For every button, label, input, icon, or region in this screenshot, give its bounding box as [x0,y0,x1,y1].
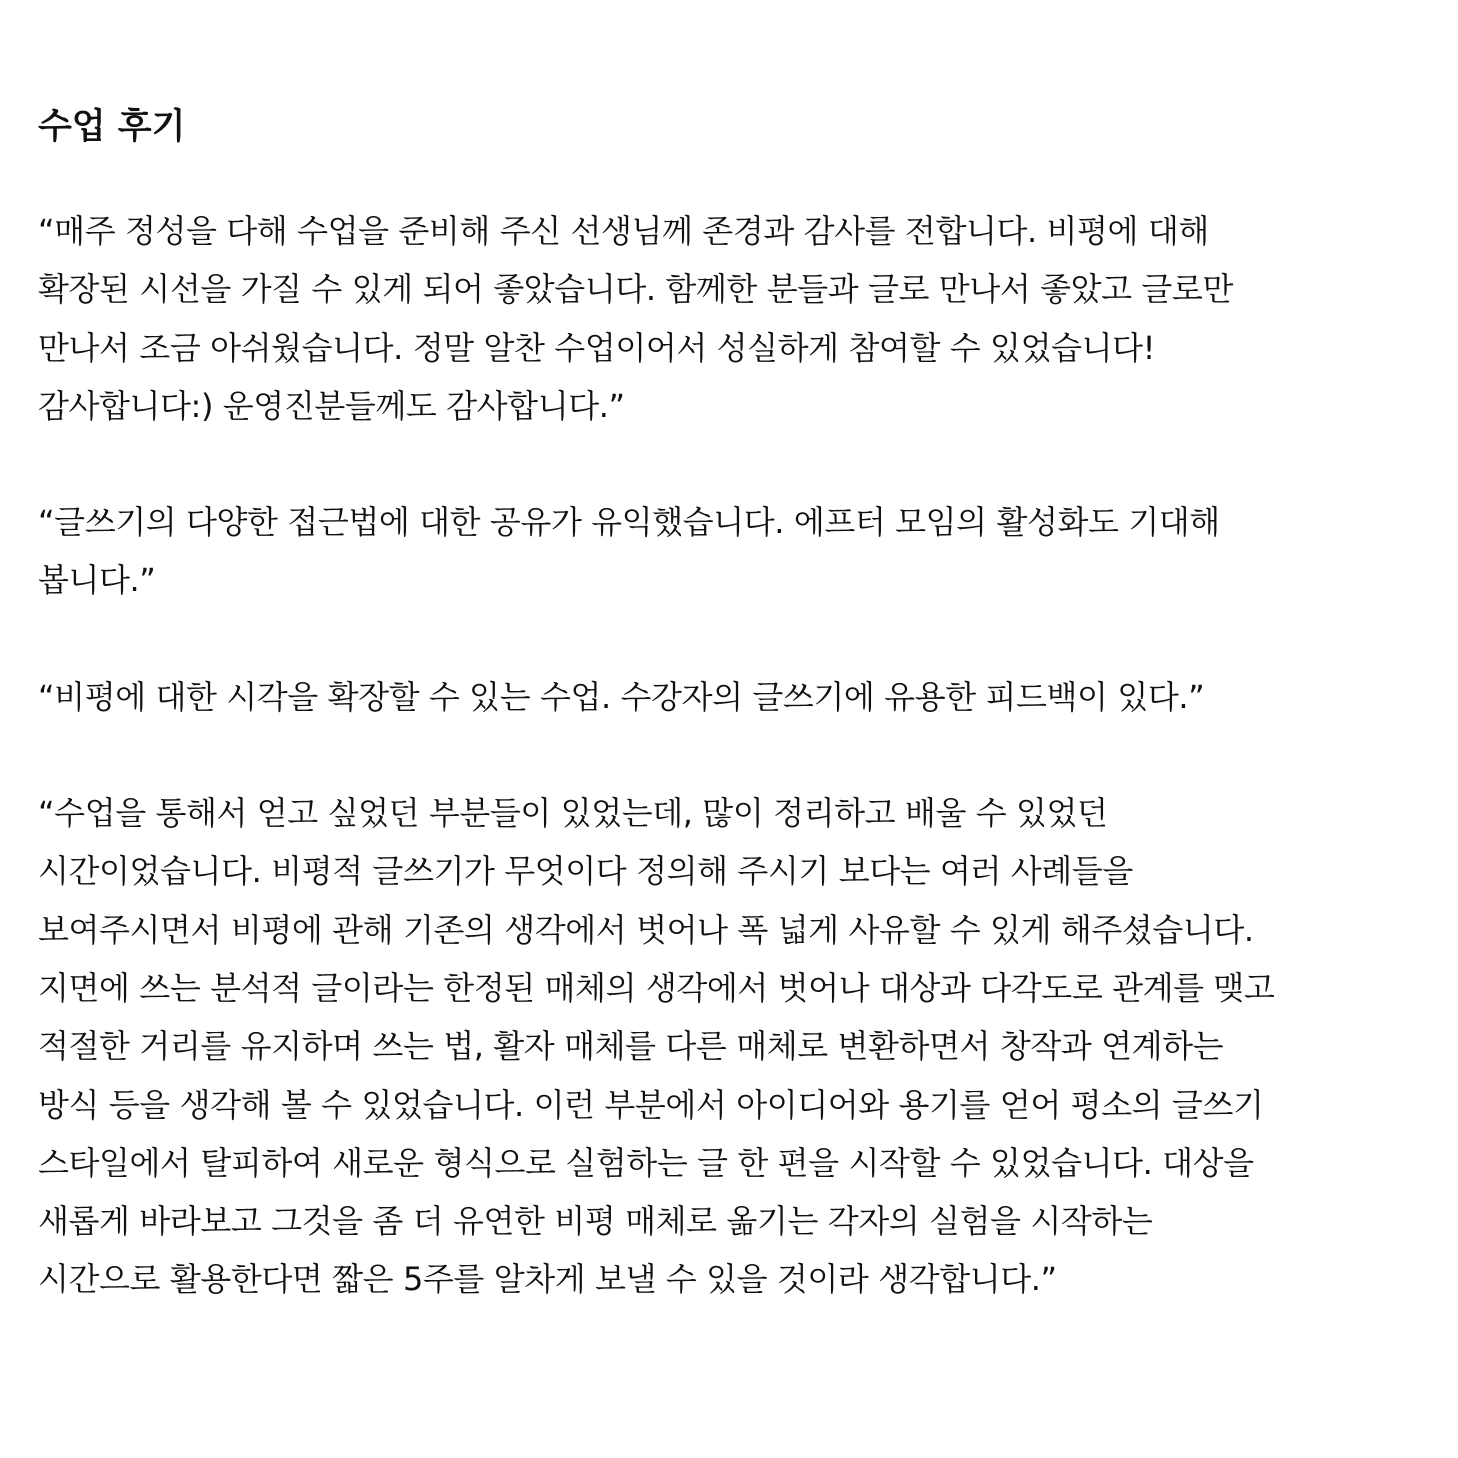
review-line: 보여주시면서 비평에 관해 기존의 생각에서 벗어나 폭 넓게 사유할 수 있게 해주셨습니다. [38,910,1254,949]
review-line: 확장된 시선을 가질 수 있게 되어 좋았습니다. 함께한 분들과 글로 만나서 좋았고 글로만 [38,270,1233,309]
review-line: “비평에 대한 시각을 확장할 수 있는 수업. 수강자의 글쓰기에 유용한 피드백이 있다.” [38,677,1205,716]
review-line: “수업을 통해서 얻고 싶었던 부분들이 있었는데, 많이 정리하고 배울 수 있었던 [38,794,1108,833]
review-line: 새롭게 바라보고 그것을 좀 더 유연한 비평 매체로 옮기는 각자의 실험을 시작하는 [38,1202,1153,1241]
review-4 [38,784,1448,1309]
review-line: “매주 정성을 다해 수업을 준비해 주신 선생님께 존경과 감사를 전합니다. 비평에 대해 [38,212,1209,250]
review-3 [38,668,1448,726]
review-line: 방식 등을 생각해 볼 수 있었습니다. 이런 부분에서 아이디어와 용기를 얻어 평소의 글쓰기 [38,1085,1264,1124]
review-line: 지면에 쓰는 분석적 글이라는 한정된 매체의 생각에서 벗어나 대상과 다각도로 관계를 맺고 [38,968,1275,1007]
review-line: 만나서 조금 아쉬웠습니다. 정말 알찬 수업이어서 성실하게 참여할 수 있었습니다! [38,328,1156,367]
review-line: 스타일에서 탈피하여 새로운 형식으로 실험하는 글 한 편을 시작할 수 있었습니다. 대상을 [38,1143,1254,1182]
review-line: “글쓰기의 다양한 접근법에 대한 공유가 유익했습니다. 에프터 모임의 활성화도 기대해 [38,503,1220,542]
review-line: 감사합니다:) 운영진분들께도 감사합니다.” [38,386,625,425]
page-title: 수업 후기 [38,107,186,147]
review-1 [38,202,1448,435]
review-line: 시간이었습니다. 비평적 글쓰기가 무엇이다 정의해 주시기 보다는 여러 사례들을 [38,852,1133,891]
review-line: 봅니다.” [38,561,156,600]
review-line: 시간으로 활용한다면 짧은 5주를 알차게 보낼 수 있을 것이라 생각합니다.” [38,1260,1057,1299]
review-2 [38,493,1448,610]
review-page [38,98,1448,1367]
review-line: 적절한 거리를 유지하며 쓰는 법, 활자 매체를 다른 매체로 변환하면서 창작과 연계하는 [38,1027,1224,1066]
